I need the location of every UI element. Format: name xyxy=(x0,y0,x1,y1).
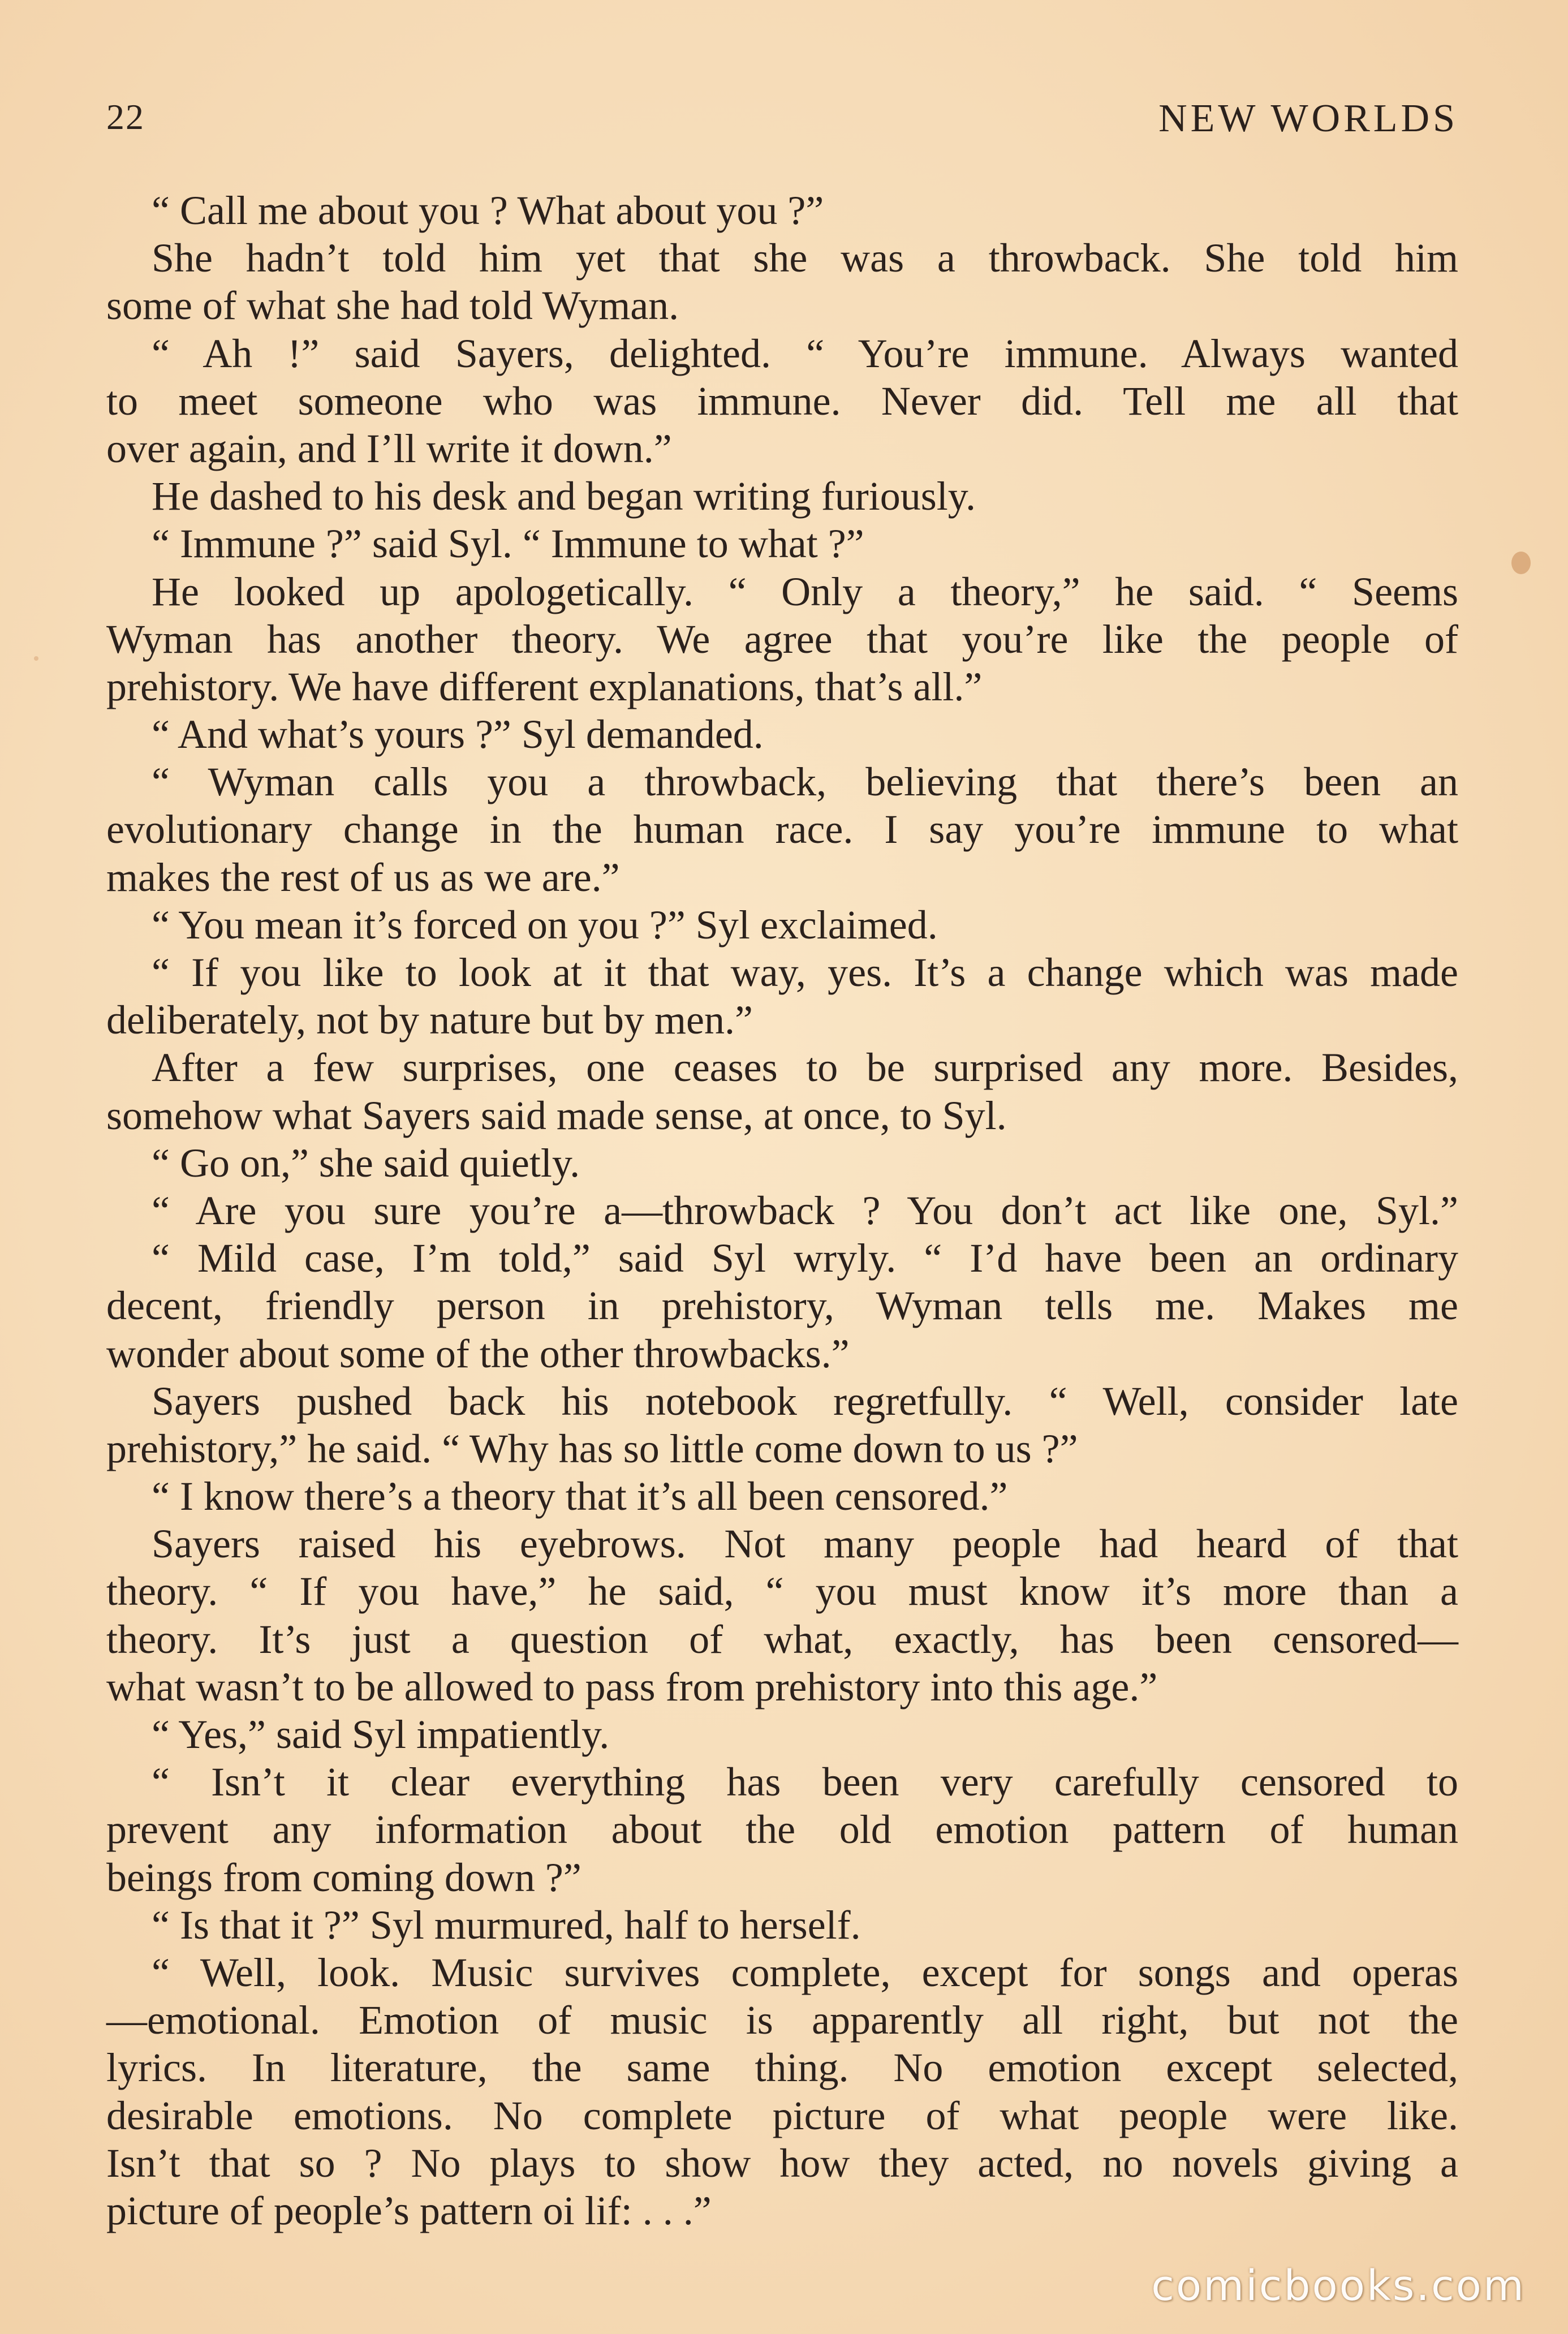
running-head: NEW WORLDS xyxy=(1158,97,1458,140)
paper-spot xyxy=(1511,552,1531,574)
text-line: prehistory,” he said. “ Why has so little come down to us ?” xyxy=(106,1426,1078,1471)
text-line: Sayers raised his eyebrows. Not many people had heard of that xyxy=(152,1521,1458,1567)
text-line: “ Mild case, I’m told,” said Syl wryly. “ I’d have been an ordinary xyxy=(152,1235,1458,1281)
text-line: He looked up apologetically. “ Only a theory,” he said. “ Seems xyxy=(152,569,1458,614)
text-line: wonder about some of the other throwbacks.” xyxy=(106,1330,850,1376)
text-line: theory. “ If you have,” he said, “ you must know it’s more than a xyxy=(106,1569,1458,1614)
text-line: Sayers pushed back his notebook regretfully. “ Well, consider late xyxy=(152,1378,1458,1424)
text-line: prevent any information about the old emotion pattern of human xyxy=(106,1807,1458,1853)
text-line: desirable emotions. No complete picture of what people were like. xyxy=(106,2092,1458,2138)
text-line: “ Well, look. Music survives complete, except for songs and operas xyxy=(152,1949,1458,1995)
text-line: “ Immune ?” said Syl. “ Immune to what ?” xyxy=(152,521,864,567)
body-text xyxy=(106,187,1458,2234)
text-line: “ Call me about you ? What about you ?” xyxy=(152,188,824,233)
paper-spot xyxy=(34,656,38,661)
page-header xyxy=(106,96,1458,158)
text-line: deliberately, not by nature but by men.” xyxy=(106,997,753,1043)
text-line: “ Ah !” said Sayers, delighted. “ You’re immune. Always wanted xyxy=(152,330,1458,376)
text-line: “ Yes,” said Syl impatiently. xyxy=(152,1712,610,1757)
text-line: over again, and I’ll write it down.” xyxy=(106,425,672,471)
text-line: “ Isn’t it clear everything has been very carefully censored to xyxy=(152,1759,1458,1805)
text-line: “ You mean it’s forced on you ?” Syl exclaimed. xyxy=(152,902,938,948)
watermark: comicbooks.com xyxy=(1151,2262,1526,2310)
page-number: 22 xyxy=(106,97,145,137)
text-line: lyrics. In literature, the same thing. No emotion except selected, xyxy=(106,2045,1458,2091)
text-line: “ Is that it ?” Syl murmured, half to herself. xyxy=(152,1902,861,1948)
text-line: She hadn’t told him yet that she was a throwback. She told him xyxy=(152,235,1458,281)
text-line: beings from coming down ?” xyxy=(106,1854,581,1900)
text-line: makes the rest of us as we are.” xyxy=(106,854,620,900)
text-line: “ And what’s yours ?” Syl demanded. xyxy=(152,712,764,757)
text-line: theory. It’s just a question of what, exactly, has been censored— xyxy=(106,1616,1458,1662)
text-line: “ Are you sure you’re a—throwback ? You don’t act like one, Syl.” xyxy=(152,1187,1458,1233)
text-line: Wyman has another theory. We agree that you’re like the people of xyxy=(106,616,1458,662)
text-line: “ I know there’s a theory that it’s all been censored.” xyxy=(152,1474,1008,1519)
text-line: decent, friendly person in prehistory, Wyman tells me. Makes me xyxy=(106,1283,1458,1329)
text-line: Isn’t that so ? No plays to show how they acted, no novels giving a xyxy=(106,2140,1458,2186)
text-line: —emotional. Emotion of music is apparently all right, but not the xyxy=(106,1997,1458,2043)
text-line: what wasn’t to be allowed to pass from prehistory into this age.” xyxy=(106,1664,1158,1709)
text-line: some of what she had told Wyman. xyxy=(106,283,679,329)
text-line: “ Wyman calls you a throwback, believing that there’s been an xyxy=(152,759,1458,805)
text-line: somehow what Sayers said made sense, at once, to Syl. xyxy=(106,1092,1007,1138)
text-line: evolutionary change in the human race. I say you’re immune to what xyxy=(106,807,1458,852)
text-line: He dashed to his desk and began writing furiously. xyxy=(152,473,976,519)
text-line: prehistory. We have different explanations, that’s all.” xyxy=(106,664,983,709)
text-line: “ Go on,” she said quietly. xyxy=(152,1140,580,1186)
text-line: to meet someone who was immune. Never did. Tell me all that xyxy=(106,378,1458,424)
text-line: picture of people’s pattern oi lif: . . .” xyxy=(106,2187,712,2233)
text-line: After a few surprises, one ceases to be surprised any more. Besides, xyxy=(152,1045,1458,1091)
text-line: “ If you like to look at it that way, yes. It’s a change which was made xyxy=(152,950,1458,995)
